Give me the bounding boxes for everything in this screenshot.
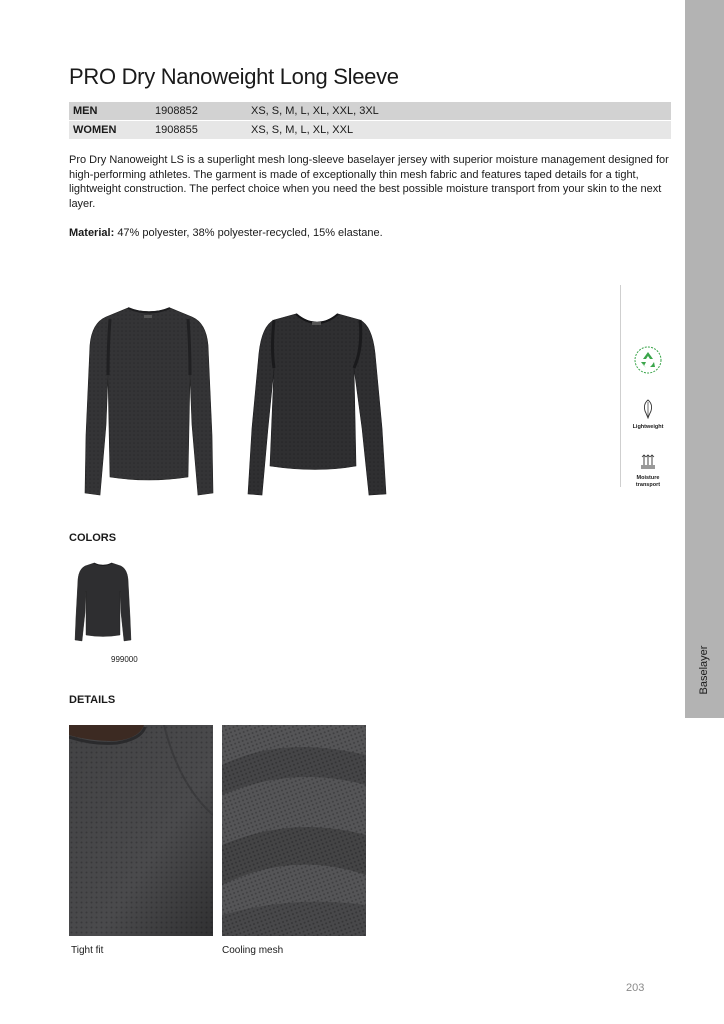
feature-moisture-transport xyxy=(618,452,678,489)
side-tab xyxy=(685,0,724,718)
men-shirt-image xyxy=(80,305,218,500)
feature-label: Lightweight xyxy=(632,424,664,430)
detail-caption: Cooling mesh xyxy=(222,945,284,956)
article-number: 1908852 xyxy=(155,105,198,117)
page-number: 203 xyxy=(626,982,645,994)
material-value: 47% polyester, 38% polyester-recycled, 15% elastane. xyxy=(117,227,383,239)
size-table xyxy=(69,102,671,140)
recycled-icon xyxy=(633,345,663,375)
article-number: 1908855 xyxy=(155,124,198,136)
color-code: 999000 xyxy=(111,655,138,664)
detail-caption: Tight fit xyxy=(71,945,104,956)
details-section-title: DETAILS xyxy=(69,694,116,706)
feature-lightweight xyxy=(618,399,678,431)
color-swatch-image xyxy=(74,561,132,643)
size-range: XS, S, M, L, XL, XXL xyxy=(251,124,354,136)
colors-section-title: COLORS xyxy=(69,532,117,544)
size-row-men xyxy=(69,102,671,120)
gender-label: MEN xyxy=(73,105,98,117)
product-description: Pro Dry Nanoweight LS is a superlight mesh long-sleeve baselayer jersey with superior moisture management designed for high-performing athletes. The garment is made of exceptionally thin mesh fabric and features taped details for a tight, lightweight construction. The perfect choice when you need the best possible moisture transport from your skin to the next layer. xyxy=(69,154,669,210)
size-range: XS, S, M, L, XL, XXL, 3XL xyxy=(251,105,379,117)
women-shirt-image xyxy=(244,308,390,498)
material-line xyxy=(69,227,383,239)
gender-label: WOMEN xyxy=(73,124,117,136)
material-label: Material: xyxy=(69,227,115,239)
moisture-icon xyxy=(639,452,657,470)
feature-recycled xyxy=(618,345,678,380)
side-tab-label: Baselayer xyxy=(698,645,710,695)
page-title: PRO Dry Nanoweight Long Sleeve xyxy=(69,64,399,89)
feature-label: Moisture transport xyxy=(635,475,661,488)
detail-image-cooling-mesh xyxy=(222,725,366,936)
size-row-women xyxy=(69,121,671,139)
detail-image-tight-fit xyxy=(69,725,213,936)
feather-icon xyxy=(641,399,655,419)
